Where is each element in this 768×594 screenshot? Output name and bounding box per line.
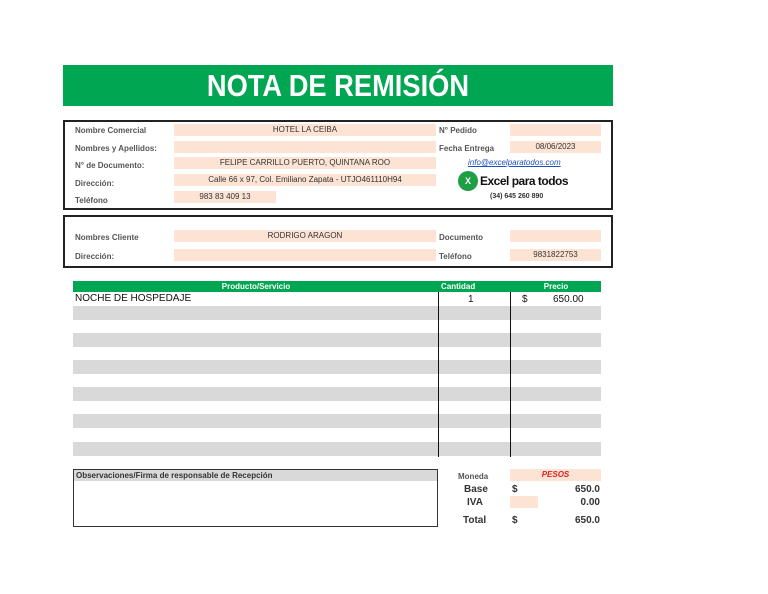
- cliente-direccion-label: Dirección:: [75, 252, 115, 261]
- nombres-field[interactable]: [174, 141, 436, 153]
- telefono-label: Teléfono: [75, 196, 108, 205]
- base-value: 650.0: [574, 484, 600, 495]
- moneda-label: Moneda: [458, 472, 489, 481]
- row-1-cantidad[interactable]: 1: [468, 294, 474, 305]
- logo-text: Excel para todos: [480, 174, 569, 188]
- header-precio-label: Precio: [543, 282, 569, 291]
- documento-field[interactable]: FELIPE CARRILLO PUERTO, QUINTANA ROO: [174, 157, 436, 169]
- iva-value: 0.00: [580, 497, 600, 508]
- table-header-precio: [511, 281, 601, 292]
- moneda-field[interactable]: [510, 469, 601, 481]
- table-row-band: [73, 442, 601, 456]
- pedido-field[interactable]: [510, 124, 601, 136]
- document-title: NOTA DE REMISIÓN: [63, 65, 613, 106]
- cliente-direccion-field[interactable]: [174, 249, 436, 261]
- documento-label: N° de Documento:: [75, 161, 145, 170]
- table-row-band: [73, 387, 601, 401]
- header-cantidad-label: Cantidad: [441, 282, 476, 291]
- cliente-documento-label: Documento: [439, 233, 483, 242]
- row-1-moneda: $: [522, 294, 528, 305]
- cliente-documento-field[interactable]: [510, 230, 601, 242]
- iva-fill[interactable]: [510, 496, 538, 508]
- nombre-comercial-label: Nombre Comercial: [75, 126, 147, 135]
- cliente-nombres-field[interactable]: RODRIGO ARAGON: [174, 230, 436, 242]
- total-label: Total: [463, 515, 487, 526]
- column-divider: [510, 292, 511, 457]
- cliente-telefono-field[interactable]: 9831822753: [510, 249, 601, 261]
- header-producto-label: Producto/Servicio: [221, 282, 291, 291]
- table-row-band: [73, 414, 601, 428]
- email-link[interactable]: info@excelparatodos.com: [468, 158, 561, 167]
- table-row-band: [73, 333, 601, 347]
- table-row-band: [73, 360, 601, 374]
- fecha-entrega-field[interactable]: 08/06/2023: [510, 141, 601, 153]
- nombres-label: Nombres y Apellidos:: [75, 144, 157, 153]
- iva-label: IVA: [467, 497, 483, 508]
- table-row-band: [73, 306, 601, 320]
- direccion-field[interactable]: Calle 66 x 97, Col. Emiliano Zapata - UTJO461110H94: [174, 174, 436, 186]
- observaciones-label: Observaciones/Firma de responsable de Recepción: [74, 470, 437, 481]
- telefono-field[interactable]: 983 83 409 13: [174, 191, 276, 203]
- base-symbol: $: [512, 484, 518, 495]
- pedido-label: N° Pedido: [439, 126, 477, 135]
- observaciones-box[interactable]: [73, 469, 438, 527]
- moneda-value: PESOS: [541, 470, 570, 479]
- cliente-nombres-label: Nombres Cliente: [75, 233, 139, 242]
- base-label: Base: [464, 484, 488, 495]
- cliente-telefono-label: Teléfono: [439, 252, 472, 261]
- fecha-entrega-label: Fecha Entrega: [439, 144, 495, 153]
- column-divider: [438, 292, 439, 457]
- row-1-producto[interactable]: NOCHE DE HOSPEDAJE: [75, 293, 192, 304]
- total-symbol: $: [512, 515, 518, 526]
- nombre-comercial-field[interactable]: HOTEL LA CEIBA: [174, 124, 436, 136]
- total-value: 650.0: [574, 515, 600, 526]
- logo-phone: (34) 645 260 890: [490, 193, 544, 200]
- row-1-precio[interactable]: 650.00: [553, 294, 584, 305]
- table-header-producto: [73, 281, 439, 292]
- table-header-cantidad: [439, 281, 511, 292]
- excel-logo-icon: X: [458, 171, 478, 191]
- direccion-label: Dirección:: [75, 179, 115, 188]
